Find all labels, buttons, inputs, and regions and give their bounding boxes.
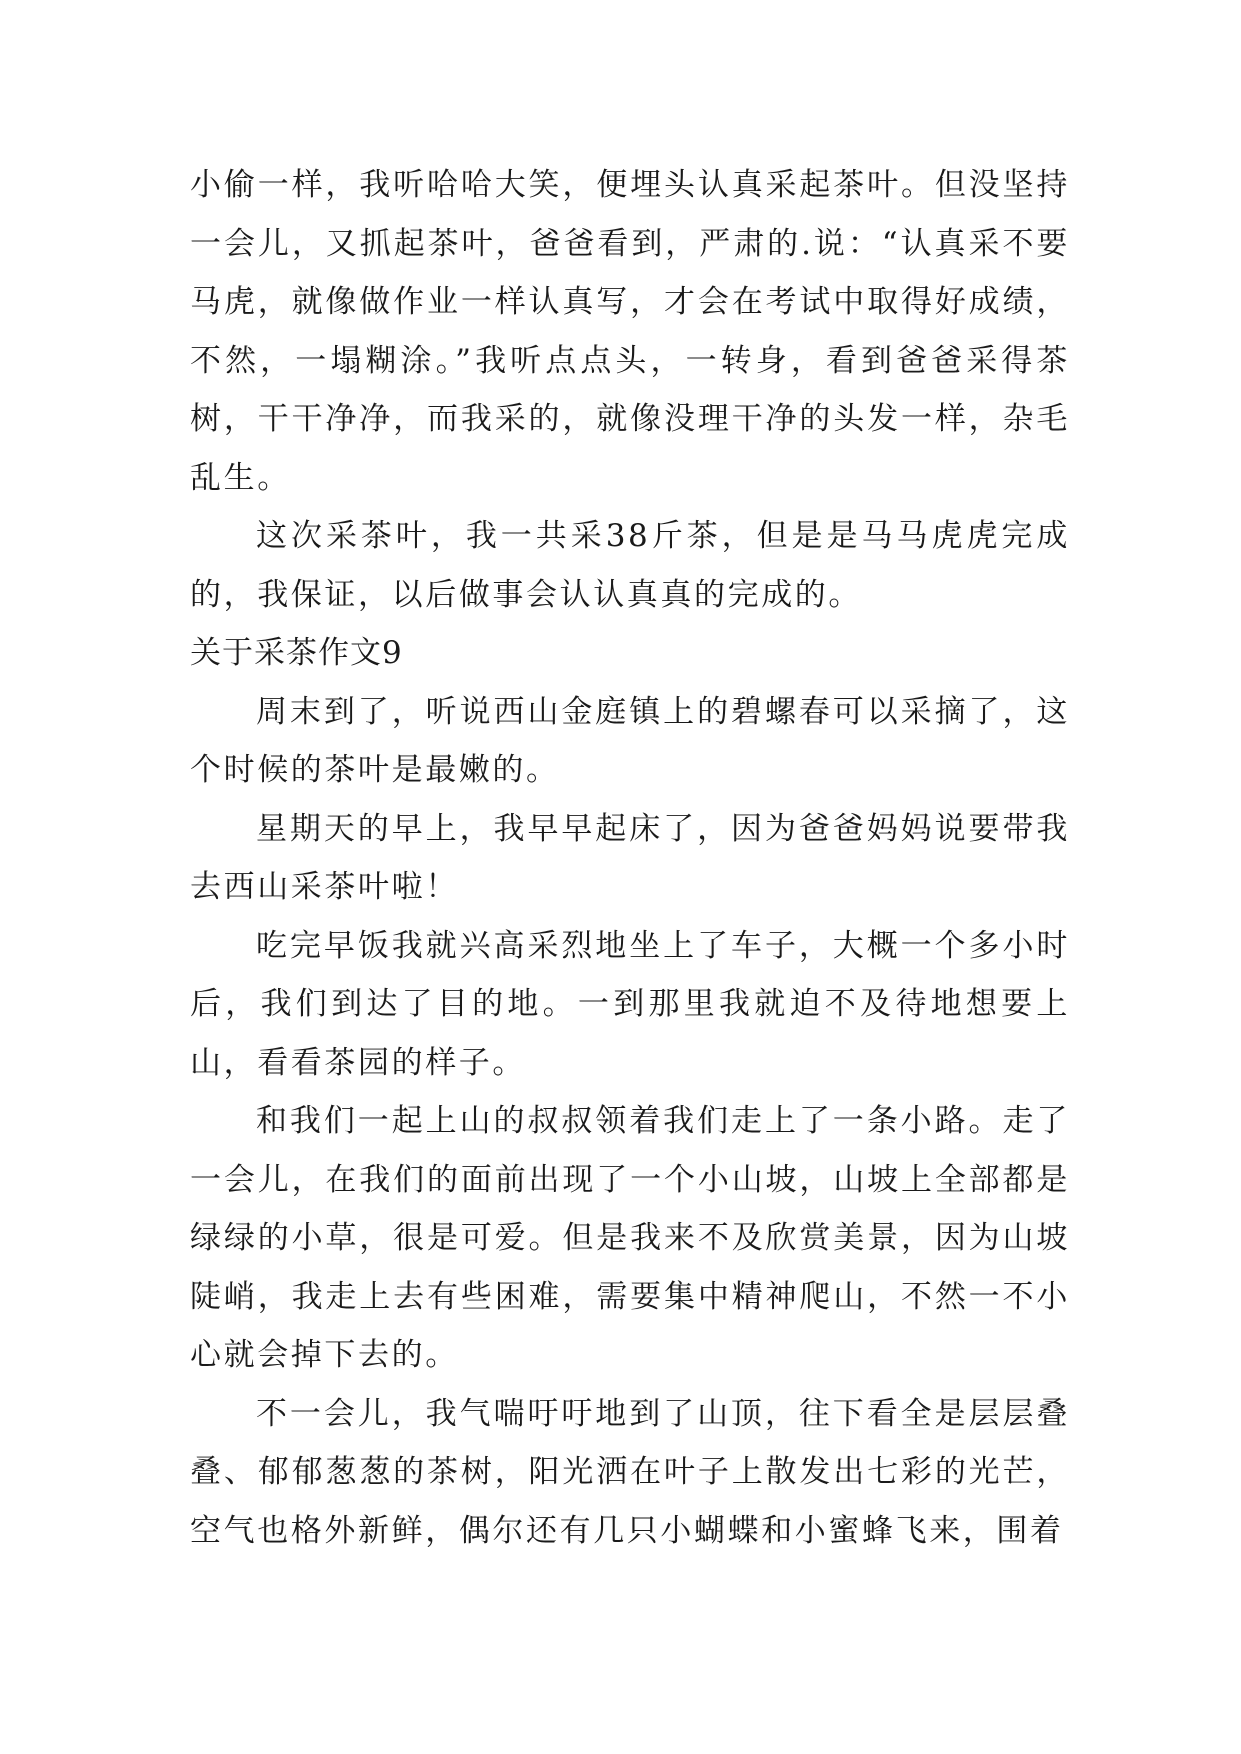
section-heading: 关于采茶作文9 — [190, 635, 403, 671]
document-body — [190, 156, 1070, 1560]
paragraph: 不一会儿，我气喘吁吁地到了山顶，往下看全是层层叠叠、郁郁葱葱的茶树，阳光洒在叶子上散发出七彩的光芒，空气也格外新鲜，偶尔还有几只小蝴蝶和小蜜蜂飞来，围着 — [190, 1395, 1070, 1549]
paragraph: 周末到了，听说西山金庭镇上的碧螺春可以采摘了，这个时候的茶叶是最嫩的。 — [190, 693, 1070, 788]
paragraph: 吃完早饭我就兴高采烈地坐上了车子，大概一个多小时后，我们到达了目的地。一到那里我就迫不及待地想要上山，看看茶园的样子。 — [190, 927, 1070, 1081]
paragraph-continued: 小偷一样，我听哈哈大笑，便埋头认真采起茶叶。但没坚持一会儿，又抓起茶叶，爸爸看到，严肃的.说：“认真采不要马虎，就像做作业一样认真写，才会在考试中取得好成绩，不然，一塌糊涂。”我听点点头，一转身，看到爸爸采得茶树，干干净净，而我采的，就像没理干净的头发一样，杂毛乱生。 — [190, 167, 1070, 496]
paragraph: 这次采茶叶，我一共采38斤茶，但是是马马虎虎完成的，我保证，以后做事会认认真真的完成的。 — [190, 518, 1070, 613]
paragraph: 和我们一起上山的叔叔领着我们走上了一条小路。走了一会儿，在我们的面前出现了一个小山坡，山坡上全部都是绿绿的小草，很是可爱。但是我来不及欣赏美景，因为山坡陡峭，我走上去有些困难，需要集中精神爬山，不然一不小心就会掉下去的。 — [190, 1103, 1070, 1373]
paragraph: 星期天的早上，我早早起床了，因为爸爸妈妈说要带我去西山采茶叶啦！ — [190, 810, 1070, 905]
